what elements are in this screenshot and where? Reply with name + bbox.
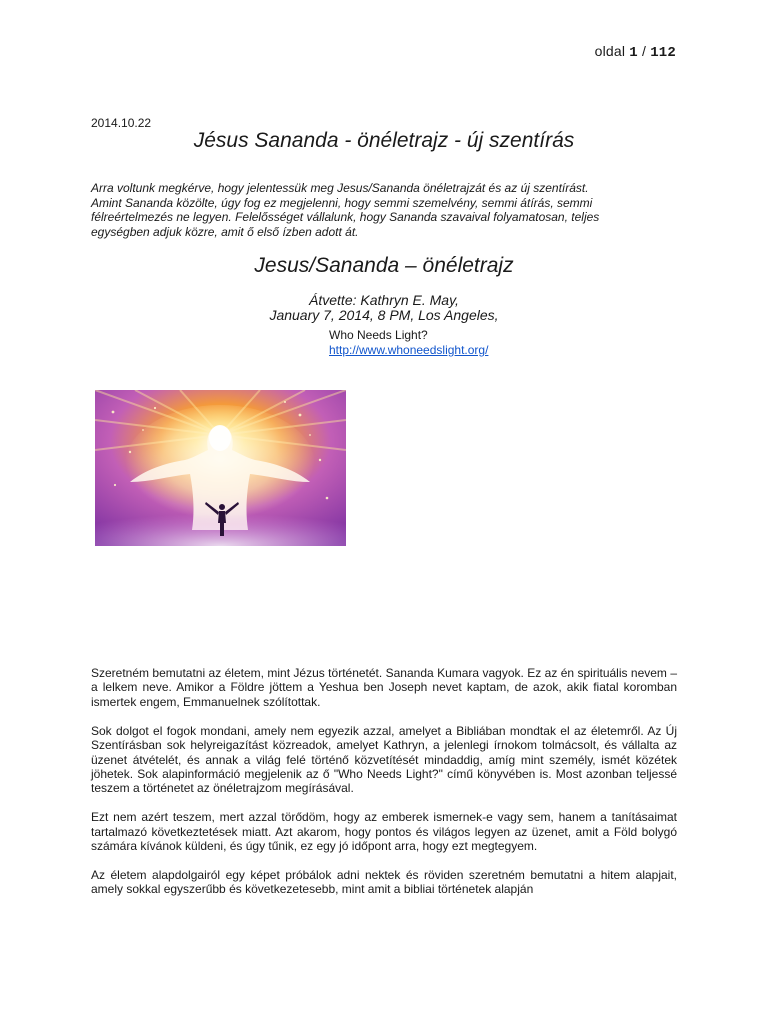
body-paragraph: Sok dolgot el fogok mondani, amely nem egyezik azzal, amelyet a Bibliában mondtak el az életemről. Az Új Szentírásban sok helyreigazítást közreadok, amelyet Kathryn, a jelenlegi írnokom tolmácsolt, és vállalta az üzenet átvételét, és annak a világ felé történő közvetítését mindaddig, amíg mint személy, ismét közétek jöhetek. Sok alapinformáció megjelenik az ő "Who Needs Light?" című könyvében is. Most azonban teljessé teszem a történetet az önéletrajzom megírásával. (91, 723, 677, 796)
hero-illustration (95, 390, 346, 546)
page-label: oldal (594, 43, 626, 59)
body-paragraph: Az életem alapdolgairól egy képet próbálok adni nektek és röviden szeretném bemutatni a hitem alapjait, amely sokkal egyszerűbb és következetesebb, mint amit a bibliai történetek alapján (91, 867, 677, 897)
page-current: 1 (629, 45, 638, 61)
byline (0, 293, 768, 323)
document-title: Jésus Sananda - önéletrajz - új szentírás (193, 129, 575, 152)
body-paragraph: Szeretném bemutatni az életem, mint Jézus történetét. Sananda Kumara vagyok. Ez az én spirituális nevem – a lelkem neve. Amikor a Földre jöttem a Yeshua ben Joseph nevet kaptam, de azok, akik fiatal koromban ismertek engem, Emmanuelnek szólítottak. (91, 666, 677, 709)
document-date: 2014.10.22 (91, 116, 152, 130)
page-number (595, 43, 676, 61)
body-text (91, 666, 677, 911)
page-separator: / (642, 43, 647, 59)
byline-date-place: January 7, 2014, 8 PM, Los Angeles, (269, 307, 499, 323)
page-total: 112 (650, 45, 676, 61)
source-link[interactable]: http://www.whoneedslight.org/ (329, 343, 489, 357)
body-paragraph: Ezt nem azért teszem, mert azzal törődöm, hogy az emberek ismernek-e vagy sem, hanem a tanításaimat tartalmazó következtetések miatt. Azt akarom, hogy pontos és világos legyen az üzenet, amit a Föld bolygó számára kívánok küldeni, és úgy tűnik, ez egy jó időpont arra, hogy ezt megtegyem. (91, 810, 677, 854)
byline-author: Átvette: Kathryn E. May, (309, 292, 459, 308)
intro-paragraph: Arra voltunk megkérve, hogy jelentessük meg Jesus/Sananda önéletrajzát és az új szentírást. Amint Sananda közölte, úgy fog ez megjelenni, hogy semmi szemelvény, semmi átírás, semmi félreértelmezés ne legyen. Felelősséget vállalunk, hogy Sananda szavaival folyamatosan, teljes egységben adjuk közre, amit ő első ízben adott át. (91, 181, 600, 239)
section-title: Jesus/Sananda – önéletrajz (254, 254, 514, 277)
source-name: Who Needs Light? (329, 328, 428, 342)
